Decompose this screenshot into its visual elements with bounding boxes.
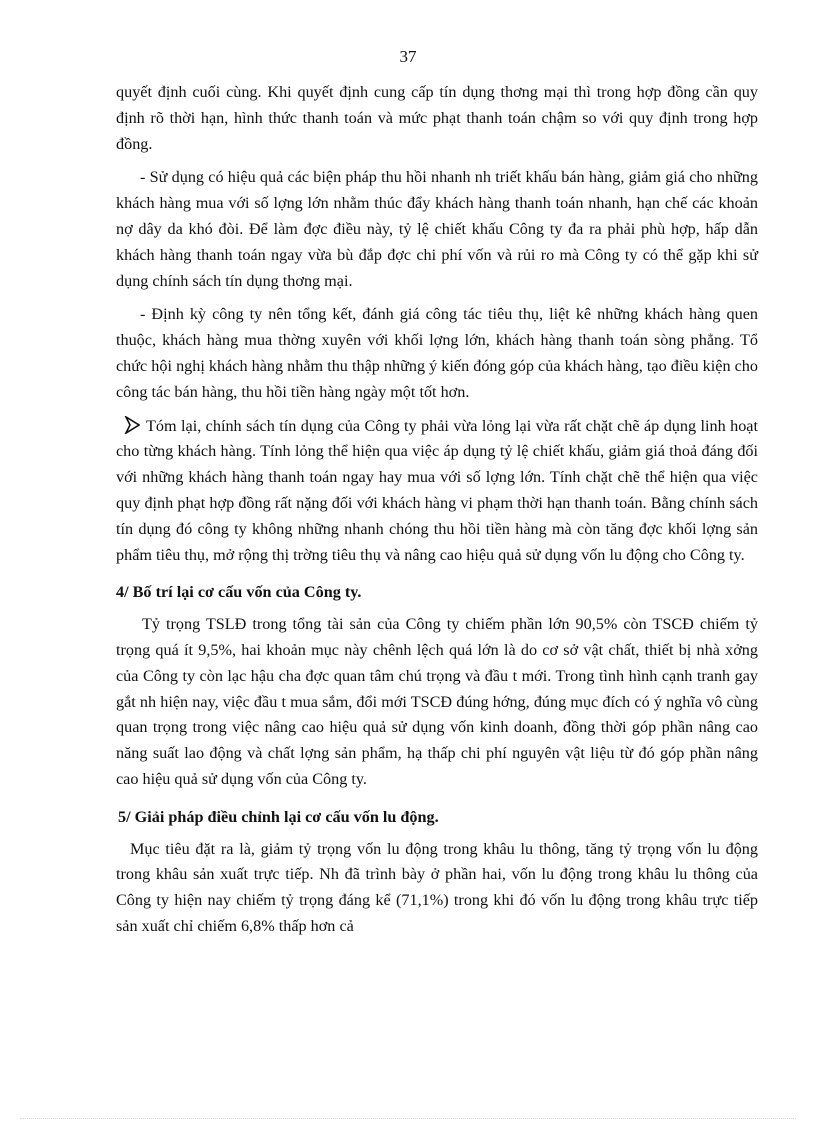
- paragraph-summary: Tóm lại, chính sách tín dụng của Công ty phải vừa lỏng lại vừa rất chặt chẽ áp dụng linh hoạt cho từng khách hàng. Tính lỏng thể hiện qua việc áp dụng tỷ lệ chiết khấu, giảm giá thoả đáng đối với những khách hàng thanh toán ngay hay mua với số lợng lớn. Tính chặt chẽ thể hiện qua việc quy định phạt hợp đồng rất nặng đối với khách hàng vi phạm thời hạn thanh toán. Bằng chính sách tín dụng đó công ty không những nhanh chóng thu hồi tiền hàng mà còn tăng đợc khối lợng sản phẩm tiêu thụ, mở rộng thị trờng tiêu thụ và nâng cao hiệu quả sử dụng vốn lu động cho Công ty.: [116, 416, 758, 564]
- arrow-bullet-icon: [124, 416, 140, 434]
- page-number: 37: [399, 47, 417, 66]
- paragraph-working-capital: Mục tiêu đặt ra là, giảm tỷ trọng vốn lu động trong khâu lu thông, tăng tỷ trọng vốn lu động trong khâu sản xuất trực tiếp. Nh đã trình bày ở phần hai, vốn lu động trong khâu lu thông của Công ty hiện nay chiếm tỷ trọng đáng kể (71,1%) trong khi đó vốn lu động trong khâu trực tiếp sản xuất chỉ chiếm 6,8% thấp hơn cả: [116, 839, 758, 935]
- section-heading-5: 5/ Giải pháp điều chỉnh lại cơ cấu vốn lu động.: [118, 807, 439, 826]
- summary-bullet: [116, 414, 758, 569]
- paragraph-discount-measures: - Sử dụng có hiệu quả các biện pháp thu hồi nhanh nh triết khấu bán hàng, giảm giá cho những khách hàng mua với số lợng lớn nhằm thúc đẩy khách hàng thanh toán nhanh, hạn chế các khoản nợ dây da khó đòi. Để làm đợc điều này, tỷ lệ chiết khấu Công ty đa ra phải phù hợp, hấp dẫn khách hàng thanh toán ngay vừa bù đắp đợc chi phí vốn và rủi ro mà Công ty có thể gặp khi sử dụng chính sách tín dụng thơng mại.: [116, 168, 758, 290]
- paragraph-periodic-review: - Định kỳ công ty nên tổng kết, đánh giá công tác tiêu thụ, liệt kê những khách hàng quen thuộc, khách hàng mua thờng xuyên với khối lợng lớn, khách hàng thanh toán sòng phẳng. Tổ chức hội nghị khách hàng nhằm thu thập những ý kiến đóng góp của khách hàng, tạo điều kiện cho công tác bán hàng, thu hồi tiền hàng ngày một tốt hơn.: [116, 305, 758, 401]
- paragraph-continuation: quyết định cuối cùng. Khi quyết định cung cấp tín dụng thơng mại thì trong hợp đồng cần quy định rõ thời hạn, hình thức thanh toán và mức phạt thanh toán chậm so với quy định trong hợp đồng.: [116, 83, 758, 153]
- section-heading-4: 4/ Bố trí lại cơ cấu vốn của Công ty.: [116, 583, 362, 602]
- document-body: [116, 80, 758, 940]
- page-bottom-rule: [20, 1118, 796, 1119]
- paragraph-fixed-assets: Tỷ trọng TSLĐ trong tổng tài sản của Công ty chiếm phần lớn 90,5% còn TSCĐ chiếm tỷ trọng quá ít 9,5%, hai khoản mục này chênh lệch quá lớn là do cơ sở vật chất, thiết bị nhà xởng của Công ty còn lạc hậu cha đợc quan tâm chú trọng và đầu t mới. Trong tình hình cạnh tranh gay gắt nh hiện nay, việc đầu t mua sắm, đổi mới TSCĐ đúng hớng, đúng mục đích có ý nghĩa vô cùng quan trọng trong việc nâng cao hiệu quả sử dụng vốn kinh doanh, đồng thời góp phần nâng cao năng suất lao động và chất lợng sản phẩm, hạ thấp chi phí nguyên vật liệu từ đó góp phần nâng cao hiệu quả sử dụng vốn của Công ty.: [116, 615, 758, 788]
